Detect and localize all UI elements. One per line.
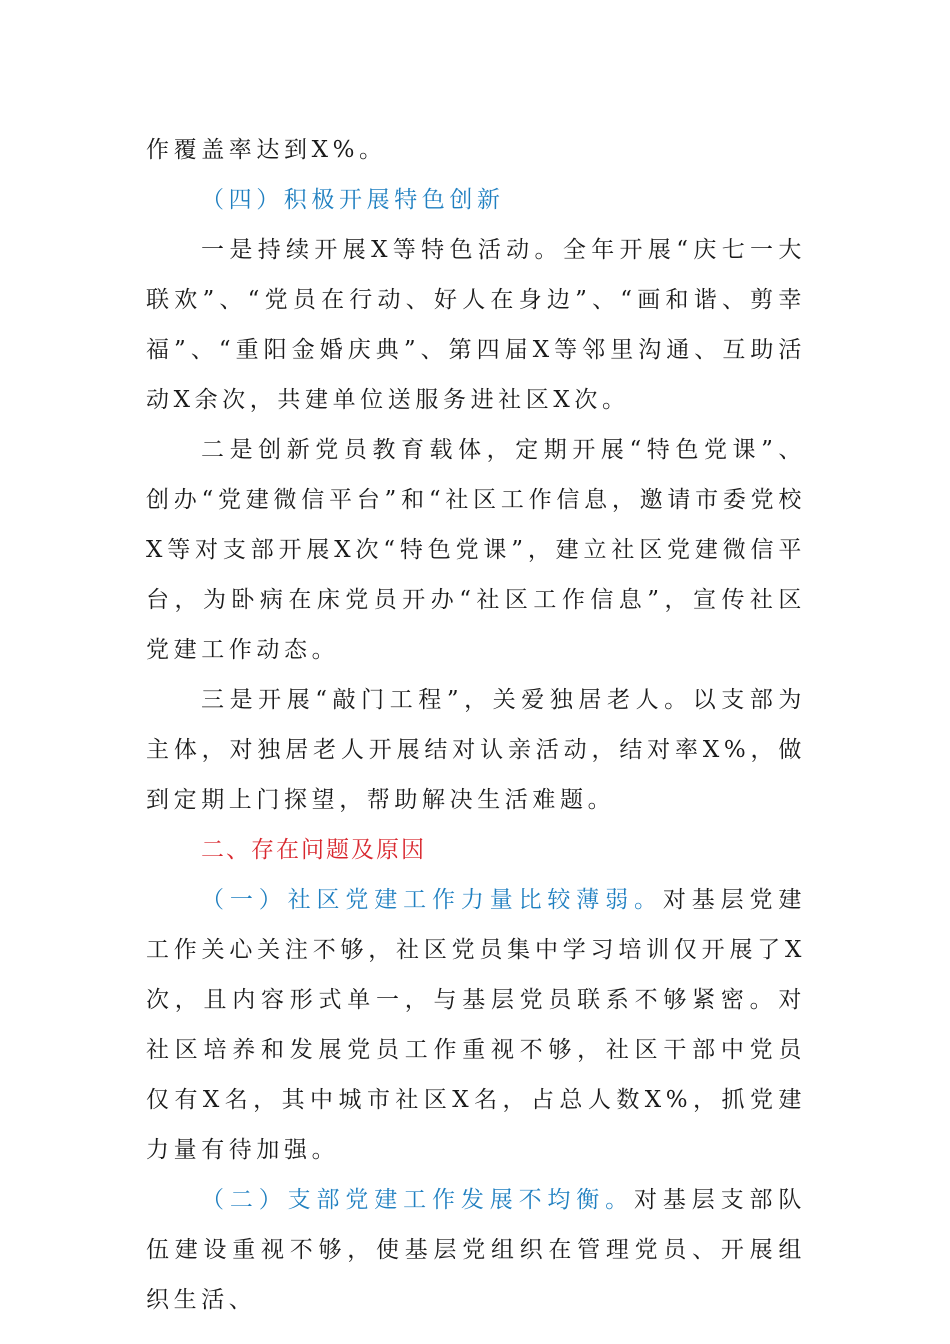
- paragraph-problem-1: [146, 875, 806, 1175]
- paragraph-text: 一是持续开展X等特色活动。全年开展“庆七一大联欢”、“党员在行动、好人在身边”、“画和谐、剪幸福”、“重阳金婚庆典”、第四届X等邻里沟通、互助活动X余次，共建单位送服务进社区X次。: [146, 237, 806, 413]
- paragraph-text: 三是开展“敲门工程”，关爱独居老人。以支部为主体，对独居老人开展结对认亲活动，结对率X%，做到定期上门探望，帮助解决生活难题。: [146, 687, 806, 813]
- paragraph-coverage-rate: [146, 125, 806, 175]
- paragraph-problem-2: [146, 1175, 806, 1325]
- paragraph-education-carrier: [146, 425, 806, 675]
- paragraph-text: 作覆盖率达到X%。: [146, 137, 387, 163]
- paragraph-text: 对基层党建工作关心关注不够，社区党员集中学习培训仅开展了X次，且内容形式单一，与基层党员联系不够紧密。对社区培养和发展党员工作重视不够，社区干部中党员仅有X名，其中城市社区X名，占总人数X%，抓党建力量有待加强。: [146, 887, 806, 1163]
- document-body: [146, 125, 806, 1325]
- heading-text: 二、存在问题及原因: [201, 837, 426, 863]
- paragraph-special-activities: [146, 225, 806, 425]
- paragraph-knock-door-project: [146, 675, 806, 825]
- paragraph-text: 对基层支部队伍建设重视不够，使基层党组织在管理党员、开展组织生活、: [146, 1187, 806, 1313]
- subheading-section-4: [146, 175, 806, 225]
- paragraph-text: 二是创新党员教育载体，定期开展“特色党课”、创办“党建微信平台”和“社区工作信息，邀请市委党校X等对支部开展X次“特色党课”，建立社区党建微信平台，为卧病在床党员开办“社区工作信息”，宣传社区党建工作动态。: [146, 437, 806, 663]
- subheading-text: （四）积极开展特色创新: [201, 187, 505, 213]
- paragraph-lead: （一）社区党建工作力量比较薄弱。: [201, 887, 663, 913]
- paragraph-lead: （二）支部党建工作发展不均衡。: [201, 1187, 635, 1213]
- heading-problems-and-causes: [146, 825, 806, 875]
